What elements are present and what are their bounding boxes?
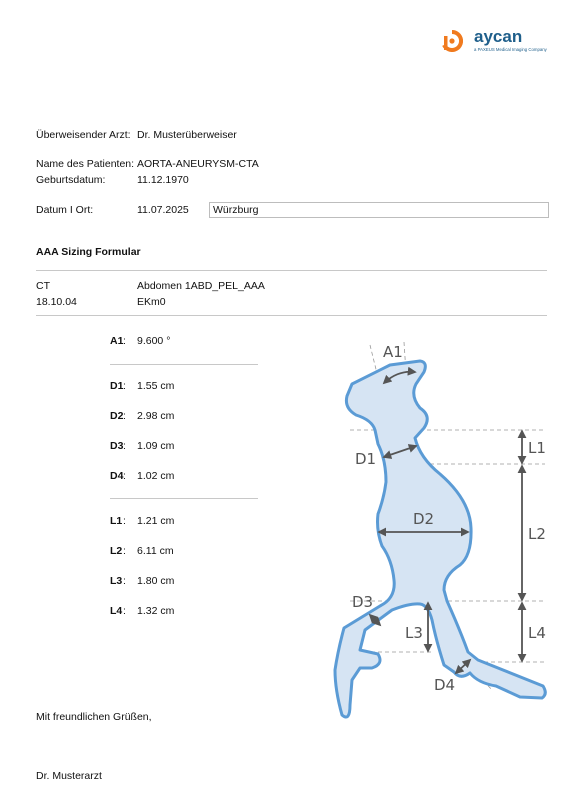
diagram-label-l1: L1 — [528, 439, 546, 457]
patient-name-label: Name des Patienten: — [36, 158, 135, 170]
diagram-label-a1: A1 — [383, 343, 403, 361]
dob-label: Geburtsdatum: — [36, 174, 106, 186]
patient-name-value: AORTA-ANEURYSM-CTA — [137, 158, 259, 170]
aorta-vessel-shape — [335, 361, 545, 717]
colon: : — [123, 440, 126, 452]
colon: : — [123, 380, 126, 392]
place-field[interactable]: Würzburg — [209, 202, 549, 218]
logo-brand-text: aycan — [474, 27, 523, 46]
study-id: EKm0 — [137, 296, 166, 308]
measure-label-d3: D3 — [110, 440, 124, 452]
measure-value-d4: 1.02 cm — [137, 470, 175, 482]
diagram-label-l4: L4 — [528, 624, 546, 642]
referrer-label: Überweisender Arzt: — [36, 129, 131, 141]
study-date: 18.10.04 — [36, 296, 77, 308]
diagram-label-l3: L3 — [405, 624, 423, 642]
colon: : — [123, 605, 126, 617]
date-value: 11.07.2025 — [137, 204, 189, 216]
diagram-label-d1: D1 — [355, 450, 377, 468]
signature-name: Dr. Musterarzt — [36, 770, 102, 782]
diagram-label-l2: L2 — [528, 525, 546, 543]
measure-value-d3: 1.09 cm — [137, 440, 175, 452]
measure-value-l2: 6.11 cm — [137, 545, 174, 557]
study-description: Abdomen 1ABD_PEL_AAA — [137, 280, 265, 292]
closing-text: Mit freundlichen Grüßen, — [36, 711, 152, 723]
dob-value: 11.12.1970 — [137, 174, 189, 186]
measure-value-d1: 1.55 cm — [137, 380, 175, 392]
form-title: AAA Sizing Formular — [36, 246, 141, 258]
measure-value-d2: 2.98 cm — [137, 410, 175, 422]
measure-value-l1: 1.21 cm — [137, 515, 175, 527]
measure-value-l3: 1.80 cm — [137, 575, 175, 587]
logo-tagline: a PAXEUS Medical Imaging Company — [474, 47, 547, 52]
measure-label-l4: L4 — [110, 605, 123, 617]
colon: : — [123, 470, 126, 482]
colon: : — [123, 410, 126, 422]
colon: : — [123, 335, 126, 347]
colon: : — [123, 575, 126, 587]
date-place-label: Datum I Ort: — [36, 204, 94, 216]
diagram-label-d3: D3 — [352, 593, 374, 611]
diagram-label-d4: D4 — [434, 676, 456, 694]
measure-label-l2: L2 — [110, 545, 123, 557]
measure-value-l4: 1.32 cm — [137, 605, 175, 617]
diagram-label-d2: D2 — [413, 510, 435, 528]
measure-label-a1: A1 — [110, 335, 124, 347]
measure-label-d4: D4 — [110, 470, 124, 482]
referrer-value: Dr. Musterüberweiser — [137, 129, 237, 141]
colon: : — [123, 515, 126, 527]
measure-label-l3: L3 — [110, 575, 123, 587]
measure-label-d2: D2 — [110, 410, 124, 422]
measure-label-l1: L1 — [110, 515, 123, 527]
measure-label-d1: D1 — [110, 380, 124, 392]
modality: CT — [36, 280, 50, 292]
colon: : — [123, 545, 126, 557]
measure-value-a1: 9.600 ° — [137, 335, 171, 347]
